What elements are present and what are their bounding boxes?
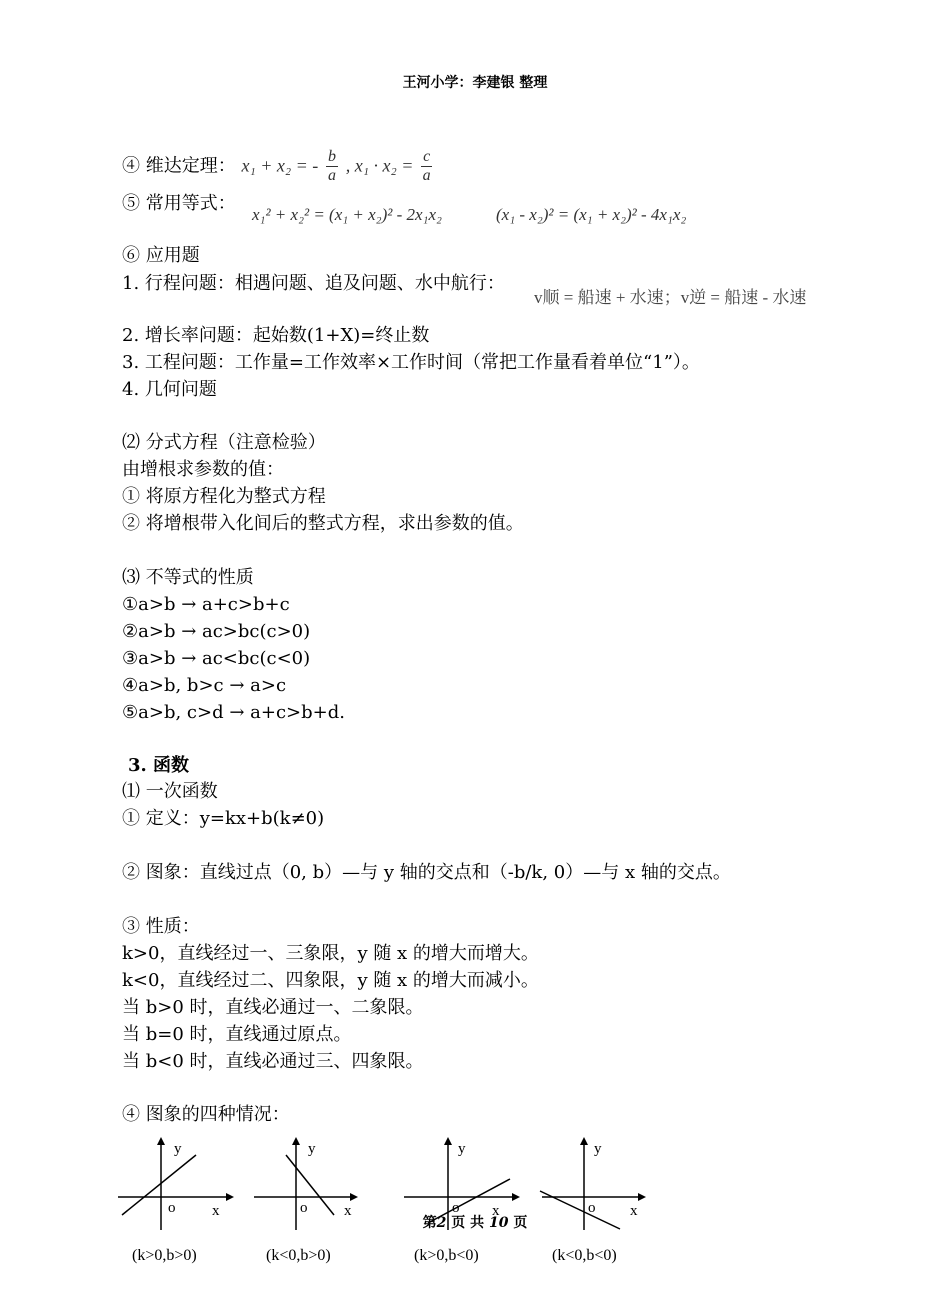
page-header: 王河小学：李建银 整理 [402, 75, 548, 91]
applications-heading: ⑥ 应用题 [122, 245, 200, 266]
function-line [286, 1155, 334, 1215]
y-axis-arrow [292, 1137, 300, 1145]
property-item: k<0，直线经过二、四象限，y 随 x 的增大而减小。 [122, 970, 539, 991]
fractional-sub: 由增根求参数的值： [122, 459, 284, 480]
vieta-line [122, 148, 434, 185]
vieta-product-denominator: a [422, 167, 431, 184]
origin-label: o [300, 1200, 308, 1216]
work-problem: 3. 工程问题：工作量=工作效率×工作时间（常把工作量看着单位“1”）。 [122, 352, 700, 373]
x-axis-label: x [212, 1203, 220, 1219]
property-item: 当 b<0 时，直线必通过三、四象限。 [122, 1051, 424, 1072]
fractional-heading: ⑵ 分式方程（注意检验） [122, 432, 326, 453]
y-axis-arrow [444, 1137, 452, 1145]
upstream-speed: v逆 = 船速 - 水速 [680, 288, 807, 307]
vieta-sum-numerator: b [327, 148, 336, 165]
travel-prefix: 1. 行程问题：相遇问题、追及问题、水中航行： [122, 273, 505, 294]
inequality-rule: ①a>b → a+c>b+c [122, 594, 290, 615]
y-axis-label: y [594, 1141, 602, 1157]
inequality-rule: ⑤a>b, c>d → a+c>b+d. [122, 702, 345, 723]
vieta-product: , x₁ · x₂ = [345, 155, 414, 176]
current-page: 2 [436, 1215, 447, 1231]
formula-separator: ； [663, 288, 681, 307]
x-axis-label: x [344, 1203, 352, 1219]
vieta-label: ④ 维达定理： [122, 155, 236, 177]
speed-formulas [534, 283, 806, 308]
geometry-problem: 4. 几何问题 [122, 379, 217, 400]
page-number [0, 1212, 950, 1232]
growth-problem: 2. 增长率问题：起始数(1+X)=终止数 [122, 325, 430, 346]
inequality-rule: ③a>b → ac<bc(c<0) [122, 648, 311, 669]
identities-label: ⑤ 常用等式： [122, 193, 236, 214]
page-number-post: 页 [508, 1215, 528, 1231]
cases-heading: ④ 图象的四种情况： [122, 1104, 290, 1125]
inequality-rule: ④a>b, b>c → a>c [122, 675, 287, 696]
linear-function-heading: ⑴ 一次函数 [122, 781, 218, 802]
x-axis-arrow [638, 1193, 646, 1201]
y-axis-label: y [174, 1141, 182, 1157]
total-pages: 10 [489, 1215, 509, 1231]
property-item: 当 b>0 时，直线必通过一、二象限。 [122, 997, 424, 1018]
graph-caption: (k<0,b>0) [266, 1247, 331, 1264]
vieta-sum-fraction [326, 148, 338, 185]
x-axis-label: x [492, 1203, 500, 1219]
origin-label: o [168, 1200, 176, 1216]
graph-caption: (k>0,b>0) [132, 1247, 197, 1264]
y-axis-arrow [157, 1137, 165, 1145]
property-item: 当 b=0 时，直线通过原点。 [122, 1024, 352, 1045]
graph-caption: (k<0,b<0) [552, 1247, 617, 1264]
vieta-product-numerator: c [423, 148, 431, 165]
y-axis-label: y [458, 1141, 466, 1157]
x-axis-arrow [512, 1193, 520, 1201]
travel-problem [122, 273, 505, 295]
graph-caption: (k>0,b<0) [414, 1247, 479, 1264]
properties-heading: ③ 性质： [122, 916, 200, 937]
x-axis-arrow [350, 1193, 358, 1201]
functions-heading: 3. 函数 [128, 755, 190, 776]
page-number-mid: 页 共 [446, 1215, 489, 1231]
page-number-pre: 第 [422, 1215, 437, 1231]
inequality-heading: ⑶ 不等式的性质 [122, 567, 254, 588]
downstream-speed: v顺 = 船速 + 水速 [534, 288, 664, 307]
x-axis-arrow [226, 1193, 234, 1201]
y-axis-arrow [580, 1137, 588, 1145]
fractional-step1: ① 将原方程化为整式方程 [122, 486, 326, 507]
vieta-sum-denominator: a [327, 167, 336, 184]
origin-label: o [452, 1200, 460, 1216]
origin-label: o [588, 1200, 596, 1216]
fractional-step2: ② 将增根带入化间后的整式方程，求出参数的值。 [122, 513, 524, 534]
vieta-product-fraction [421, 148, 432, 185]
function-line [122, 1155, 196, 1215]
identity-eq1: x₁² + x₂² = (x₁ + x₂)² - 2x₁x₂ [252, 205, 442, 224]
y-axis-label: y [308, 1141, 316, 1157]
property-item: k>0，直线经过一、三象限，y 随 x 的增大而增大。 [122, 943, 539, 964]
linear-definition: ① 定义：y=kx+b(k≠0) [122, 808, 325, 829]
x-axis-label: x [630, 1203, 638, 1219]
linear-graph-desc: ② 图象：直线过点（0, b）—与 y 轴的交点和（-b/k, 0）—与 x 轴的交点。 [122, 862, 731, 883]
identity-eq2: (x₁ - x₂)² = (x₁ + x₂)² - 4x₁x₂ [496, 205, 687, 224]
inequality-rule: ②a>b → ac>bc(c>0) [122, 621, 311, 642]
vieta-sum: x₁ + x₂ = - [241, 155, 319, 176]
